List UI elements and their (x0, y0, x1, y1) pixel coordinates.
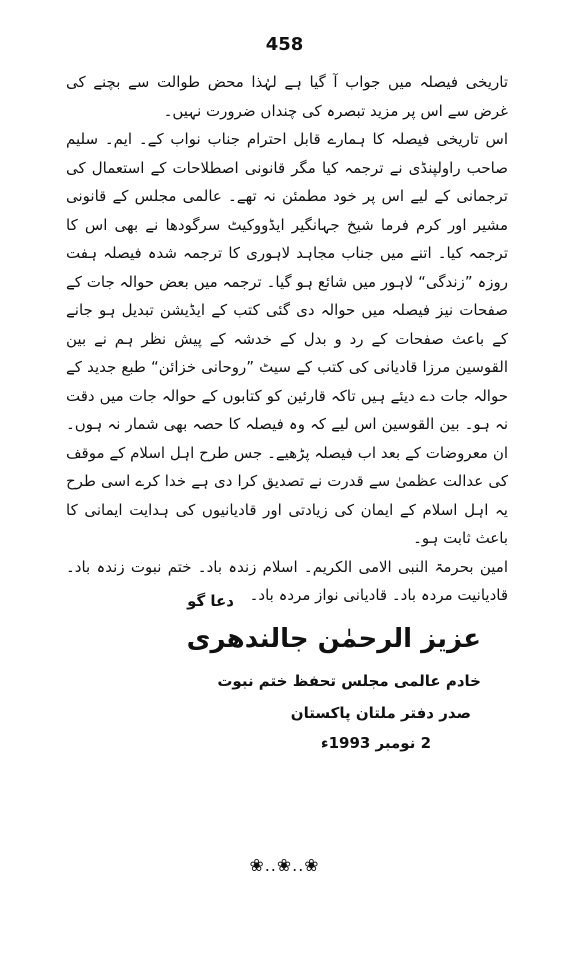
paragraph-translation-note: اس تاریخی فیصلہ کا ہمارے قابل احترام جناب نواب کے۔ ایم۔ سلیم صاحب راولپنڈی نے ترجمہ کیا مگر قانونی اصطلاحات کے استعمال کی ترجمانی کے لیے اس پر خود مطمئن نہ تھے۔ عالمی مجلس کے قانونی مشیر اور کرم فرما شیخ جہانگیر ایڈووکیٹ سرگودھا نے بھی اس کا ترجمہ کیا۔ اتنے میں جناب مجاہد لاہوری کا ترجمہ شدہ فیصلہ ہفت روزہ ”زندگی“ لاہور میں شائع ہو گیا۔ ترجمہ میں بعض حوالہ جات کے صفحات نیز فیصلہ میں حوالہ دی گئی کتب کے ایڈیشن تبدیل ہو جانے کے باعث صفحات کے رد و بدل کے خدشہ کے پیش نظر ہم نے بین القوسین مرزا قادیانی کی کتب کے سیٹ ”روحانی خزائن“ طبع جدید کے حوالہ جات دے دیئے ہیں تاکہ قارئین کو کتابوں کے حوالہ جات میں دقت نہ ہو۔ بین القوسین اس لیے کہ وہ فیصلہ کا حصہ بھی شمار نہ ہوں۔ ان معروضات کے بعد اب فیصلہ پڑھیے۔ جس طرح اہل اسلام کے موقف کی عدالت عظمیٰ سے قدرت نے تصدیق کرا دی ہے خدا کرے اسی طرح یہ اہل اسلام کے ایمان کی زیادتی اور قادیانیوں کی ہدایت ایمانی کا باعث ثابت ہو۔ (66, 130, 508, 547)
divider-dots: .. (264, 856, 277, 875)
paragraph-intro: تاریخی فیصلہ میں جواب آ گیا ہے لہٰذا محض طوالت سے بچنے کی غرض سے اس پر مزید تبصرہ کی چنداں ضرورت نہیں۔ (66, 73, 508, 120)
section-divider-ornament (0, 856, 569, 876)
page-number: 458 (265, 34, 304, 55)
signature-date: 2 نومبر 1993ء (320, 734, 431, 752)
signature-name: عزیز الرحمٰن جالندھری (186, 624, 481, 654)
flower-icon: ❀ (276, 856, 293, 876)
signature-office: صدر دفتر ملتان پاکستان (290, 704, 471, 722)
divider-dots: .. (292, 856, 305, 875)
paragraph-closing-prayer: امین بحرمۃ النبی الامی الکریم۔ اسلام زندہ باد۔ ختم نبوت زندہ باد۔ قادیانیت مردہ باد۔ قادیانی نواز مردہ باد۔ (66, 557, 508, 604)
flower-icon: ❀ (304, 856, 320, 876)
page-body (66, 68, 508, 610)
signature-salutation: دعا گو (187, 592, 234, 610)
signature-title: خادم عالمی مجلس تحفظ ختم نبوت (217, 672, 481, 690)
flower-icon: ❀ (249, 856, 265, 876)
